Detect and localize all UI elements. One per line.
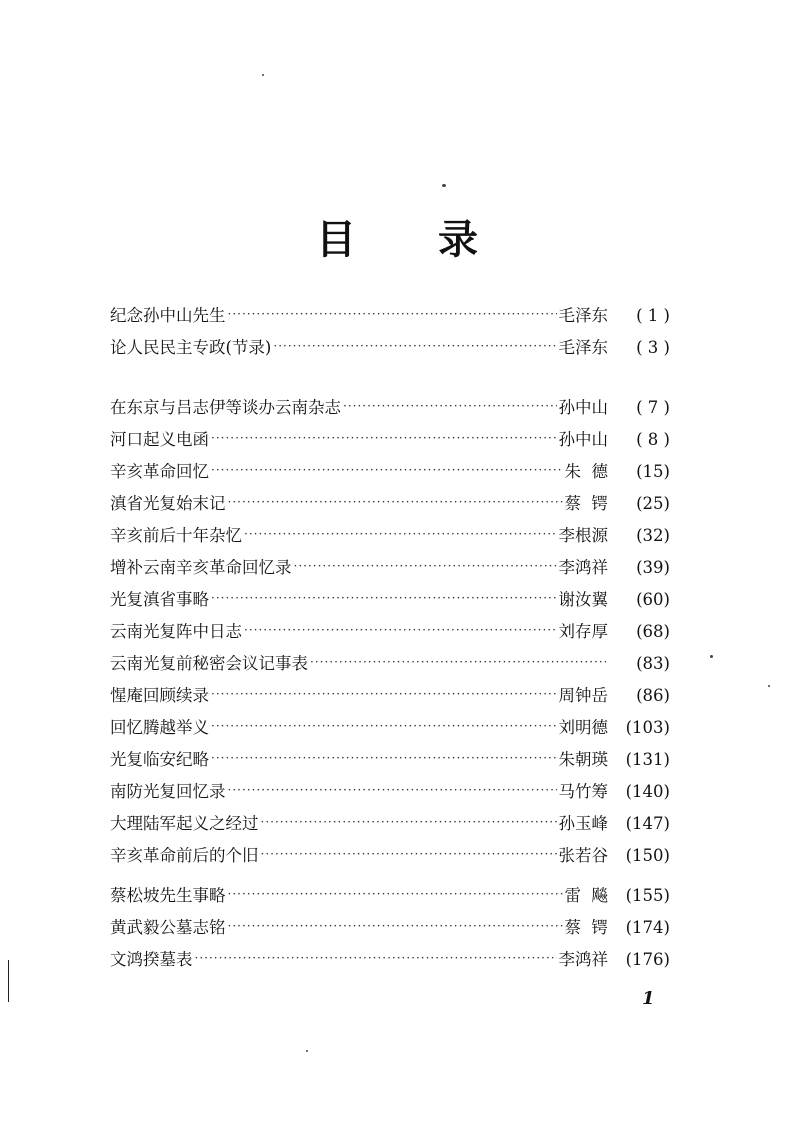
entry-page: (39) <box>636 558 670 577</box>
entry-title: 云南光复阵中日志 <box>110 622 242 641</box>
scan-speck <box>262 74 264 76</box>
entry-page: (60) <box>636 590 670 609</box>
entry-author: 谢汝翼 <box>558 590 608 609</box>
entry-author: 李鸿祥 <box>558 950 608 969</box>
entry-page: (147) <box>625 814 670 833</box>
toc-entry <box>110 682 670 714</box>
entry-author: 马竹筹 <box>558 782 608 801</box>
entry-title: 南防光复回忆录 <box>110 782 226 801</box>
entry-page: (25) <box>636 494 670 513</box>
entry-title: 文鸿揆墓表 <box>110 950 193 969</box>
leader-dots <box>228 495 563 509</box>
entry-author: 蔡 锷 <box>564 918 608 937</box>
entry-page: (32) <box>636 526 670 545</box>
leader-dots <box>343 399 557 413</box>
entry-title: 纪念孙中山先生 <box>110 306 226 325</box>
scan-speck <box>306 1050 308 1052</box>
entry-title: 在东京与吕志伊等谈办云南杂志 <box>110 398 341 417</box>
entry-title: 蔡松坡先生事略 <box>110 886 226 905</box>
entry-title: 河口起义电函 <box>110 430 209 449</box>
toc-group-2 <box>110 394 670 874</box>
entry-title: 惺庵回顾续录 <box>110 686 209 705</box>
toc-entry <box>110 914 670 946</box>
entry-page: (176) <box>625 950 670 969</box>
entry-author: 朱 德 <box>564 462 608 481</box>
entry-author: 张若谷 <box>558 846 608 865</box>
entry-title: 增补云南辛亥革命回忆录 <box>110 558 292 577</box>
toc-entry <box>110 302 670 334</box>
entry-author: 孙中山 <box>558 430 608 449</box>
entry-author: 蔡 锷 <box>564 494 608 513</box>
entry-author: 刘明德 <box>558 718 608 737</box>
toc-entry <box>110 394 670 426</box>
entry-author: 雷 飚 <box>564 886 608 905</box>
toc-group-1 <box>110 302 670 366</box>
title-char-2: 录 <box>438 216 478 263</box>
leader-dots <box>261 847 557 861</box>
scan-speck <box>442 184 446 187</box>
entry-title: 滇省光复始末记 <box>110 494 226 513</box>
toc-entry <box>110 650 670 682</box>
entry-author: 孙玉峰 <box>558 814 608 833</box>
entry-page: ( 3 ) <box>636 338 670 357</box>
scan-speck <box>710 655 713 658</box>
entry-title: 光复临安纪略 <box>110 750 209 769</box>
leader-dots <box>261 815 557 829</box>
entry-title: 回忆腾越举义 <box>110 718 209 737</box>
entry-page: (140) <box>625 782 670 801</box>
toc-entry <box>110 458 670 490</box>
entry-page: ( 1 ) <box>636 306 670 325</box>
entry-page: (174) <box>625 918 670 937</box>
entry-author: 周钟岳 <box>558 686 608 705</box>
entry-title: 辛亥革命前后的个旧 <box>110 846 259 865</box>
toc-entry <box>110 618 670 650</box>
entry-page: (86) <box>636 686 670 705</box>
toc-entry <box>110 522 670 554</box>
entry-page: (150) <box>625 846 670 865</box>
leader-dots <box>228 887 563 901</box>
entry-author: 孙中山 <box>558 398 608 417</box>
entry-author: 刘存厚 <box>558 622 608 641</box>
toc-entry <box>110 714 670 746</box>
leader-dots <box>211 751 557 765</box>
toc-entry <box>110 426 670 458</box>
entry-page: (103) <box>625 718 670 737</box>
entry-page: (83) <box>636 654 670 673</box>
toc-entry <box>110 842 670 874</box>
entry-title: 黄武毅公墓志铭 <box>110 918 226 937</box>
toc-entry <box>110 778 670 810</box>
entry-title: 光复滇省事略 <box>110 590 209 609</box>
entry-page: (131) <box>625 750 670 769</box>
entry-page: ( 8 ) <box>636 430 670 449</box>
toc-entry <box>110 882 670 914</box>
entry-author: 毛泽东 <box>558 338 608 357</box>
entry-title: 大理陆军起义之经过 <box>110 814 259 833</box>
toc-entry <box>110 490 670 522</box>
leader-dots <box>211 591 557 605</box>
entry-author: 朱朝瑛 <box>558 750 608 769</box>
leader-dots <box>228 307 557 321</box>
leader-dots <box>228 783 557 797</box>
page-number: 1 <box>642 988 655 1009</box>
toc-entry <box>110 946 670 978</box>
toc-entry <box>110 554 670 586</box>
entry-page: (68) <box>636 622 670 641</box>
page-title <box>0 208 794 265</box>
leader-dots <box>195 951 557 965</box>
entry-page: ( 7 ) <box>636 398 670 417</box>
entry-page: (155) <box>625 886 670 905</box>
toc-entry <box>110 746 670 778</box>
entry-author: 李鸿祥 <box>558 558 608 577</box>
leader-dots <box>294 559 557 573</box>
leader-dots <box>211 719 557 733</box>
toc-entry <box>110 810 670 842</box>
leader-dots <box>211 463 563 477</box>
scan-speck <box>768 685 770 687</box>
toc-entry <box>110 334 670 366</box>
toc-group-3 <box>110 882 670 978</box>
leader-dots <box>310 655 606 669</box>
leader-dots <box>211 687 557 701</box>
entry-title: 论人民民主专政(节录) <box>110 338 272 357</box>
leader-dots <box>244 623 557 637</box>
entry-title: 辛亥前后十年杂忆 <box>110 526 242 545</box>
entry-title: 辛亥革命回忆 <box>110 462 209 481</box>
entry-author: 李根源 <box>558 526 608 545</box>
entry-title: 云南光复前秘密会议记事表 <box>110 654 308 673</box>
leader-dots <box>273 339 556 353</box>
toc-entry <box>110 586 670 618</box>
leader-dots <box>228 919 563 933</box>
leader-dots <box>211 431 557 445</box>
title-char-1: 目 <box>316 216 356 263</box>
scan-edge-mark <box>8 960 9 1002</box>
entry-author: 毛泽东 <box>558 306 608 325</box>
entry-page: (15) <box>636 462 670 481</box>
leader-dots <box>244 527 557 541</box>
